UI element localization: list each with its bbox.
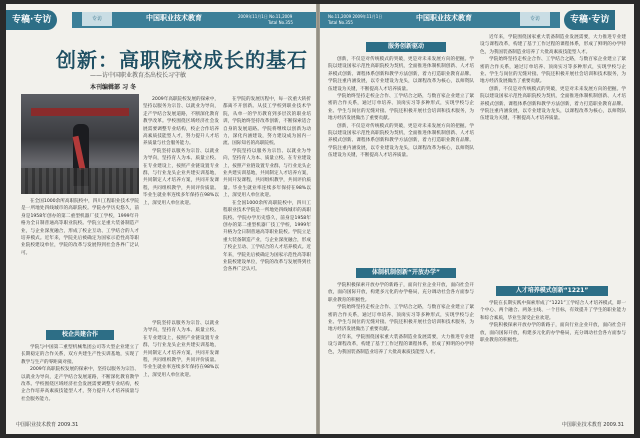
paragraph: 学院积极探索开放办学的新路子，面向行业企业开放，面向社会开放，面向国际开放，构建多元化的办学格局，充分调动社会各方面参与职业教育的积极性。	[328, 283, 474, 303]
magazine-name: 中国职业技术教育	[416, 14, 472, 22]
text-column	[143, 96, 219, 318]
photo-banner	[31, 108, 129, 116]
page-footer: 中国职业技术教育 2009.31	[561, 422, 624, 428]
paragraph: 创新，不仅是对传统模式的突破，更是对未来发展方向的把握。学院以建设国家示范性高职院校为契机，全面推进体制机制创新、人才培养模式创新、课程体系创新和教学方法创新，着力打造职业教育品牌。学院注重内涵发展，以专业建设为龙头，以课程改革为核心，以师资队伍建设为关键，不断提高人才培养质量。	[328, 57, 474, 92]
paragraph: 学院在长期实践中探索形成了“1221”工学结合人才培养模式，即一个中心、两个融合、两条主线、一个目标，有效提升了学生的职业能力和综合素质，毕业生深受企业欢迎。	[480, 301, 626, 321]
paragraph: 学院始终坚持走校企合作、工学结合之路，与数百家企业建立了紧密的合作关系，通过订单培养、顶岗实习等多种形式，实现学校与企业、学生与岗位的无缝对接。学院还积极开展社会培训和技术服务，为地方经济发展做出了重要贡献。	[328, 94, 474, 122]
paragraph: 创新，不仅是对传统模式的突破，更是对未来发展方向的把握。学院以建设国家示范性高职院校为契机，全面推进体制机制创新、人才培养模式创新、课程体系创新和教学方法创新，着力打造职业教育品牌。学院注重内涵发展，以专业建设为龙头，以课程改革为核心，以师资队伍建设为关键，不断提高人才培养质量。	[480, 86, 626, 122]
paragraph: 创新，不仅是对传统模式的突破，更是对未来发展方向的把握。学院以建设国家示范性高职院校为契机，全面推进体制机制创新、人才培养模式创新、课程体系创新和教学方法创新，着力打造职业教育品牌。学院注重内涵发展，以专业建设为龙头，以课程改革为核心，以师资队伍建设为关键，不断提高人才培养质量。	[328, 123, 474, 159]
section-heading: 体制机制创新“开放办学”	[356, 268, 456, 278]
section-heading: 服务创新驱动	[366, 42, 446, 52]
article-title: 创新：高职院校成长的基石	[56, 48, 308, 72]
paragraph: 学院坚持以服务为宗旨、以就业为导向，坚持育人为本、质量立校。在专业建设上，按照产业链设置专业群，与行业龙头企业共建实训基地，共同制定人才培养方案，共同开发课程，共同组织教学，共同评价质量。毕业生就业率连续多年保持在98%以上，深受用人单位欢迎。	[143, 148, 219, 206]
paragraph: 学院始终坚持走校企合作、工学结合之路，与数百家企业建立了紧密的合作关系，通过订单培养、顶岗实习等多种形式，实现学校与企业、学生与岗位的无缝对接。学院还积极开展社会培训和技术服务，为地方经济发展做出了重要贡献。	[328, 305, 474, 333]
left-page	[6, 4, 316, 434]
paragraph: 2009年高职院校发展的探索中，坚持以服务为宗旨、以就业为导向，走产学结合发展道路，不断深化教育教学改革。学校围绕区域经济社会发展需要调整专业结构，校企合作培养高素质技能型人才，努力提升人才培养质量与社会服务能力。	[143, 97, 219, 147]
paragraph: 学院与中国第二重型机械集团公司等大型企业建立了长期稳定的合作关系，双方共建生产性实训基地，实现了教学与生产的零距离对接。	[21, 345, 139, 365]
text-column	[21, 344, 139, 416]
magazine-name: 中国职业技术教育	[146, 14, 202, 22]
photo-crowd	[21, 168, 139, 194]
section-tag: 专稿·专访	[564, 10, 615, 30]
paragraph: 学院坚持以服务为宗旨、以就业为导向，坚持育人为本、质量立校。在专业建设上，按照产业链设置专业群，与行业龙头企业共建实训基地，共同制定人才培养方案，共同开发课程，共同组织教学，共同评价质量。毕业生就业率连续多年保持在98%以上，深受用人单位欢迎。	[223, 148, 311, 199]
issue-info: No.11,2009 2009年11月1日	[328, 14, 383, 19]
paragraph: 学院始终坚持走校企合作、工学结合之路，与数百家企业建立了紧密的合作关系，通过订单培养、顶岗实习等多种形式，实现学校与企业、学生与岗位的无缝对接。学院还积极开展社会培训和技术服务，为地方经济发展做出了重要贡献。	[480, 57, 626, 85]
issue-total: Total No.355	[268, 20, 293, 25]
section-tag: 专稿·专访	[6, 10, 57, 30]
paragraph: 在全国1000余所高职院校中，四川工程职业技术学院是一所地处四线城市的高职院校。学院办学历史悠久，前身是1958年创办的第二重型机器厂技工学校，1999年升格为全日制普通高等职业院校。学院立足重大装备制造产业，与企业深度融合，形成了校企互动、工学结合的人才培养模式。近年来，学院先后被确定为国家示范性高等职业院校建设单位，学院的改革与发展得到社会各界广泛认可。	[223, 200, 311, 273]
text-column	[328, 282, 474, 416]
text-column	[223, 96, 311, 414]
issue-info: 2009年11月1日 No.11,2009	[238, 14, 293, 19]
text-column	[480, 300, 626, 416]
issue-total: Total No.355	[328, 20, 353, 25]
section-heading: 人才培养模式创新“1221”	[496, 286, 608, 296]
paragraph: 在全国1000余所高职院校中，四川工程职业技术学院是一所地处四线城市的高职院校。学院办学历史悠久，前身是1958年创办的第二重型机器厂技工学校，1999年升格为全日制普通高等职业院校。学院立足重大装备制造产业，与企业深度融合，形成了校企互动、工学结合的人才培养模式。近年来，学院先后被确定为国家示范性高等职业院校建设单位，学院的改革与发展得到社会各界广泛认可。	[21, 199, 139, 256]
section-heading: 校企共建合作	[46, 330, 114, 340]
paragraph: 学院坚持以服务为宗旨、以就业为导向，坚持育人为本、质量立校。在专业建设上，按照产业链设置专业群，与行业龙头企业共建实训基地，共同制定人才培养方案，共同开发课程，共同组织教学，共同评价质量。毕业生就业率连续多年保持在98%以上，深受用人单位欢迎。	[143, 321, 219, 378]
article-author: 本刊编辑部 习 冬	[90, 84, 137, 91]
text-column	[480, 34, 626, 282]
paragraph: 2009年高职院校发展的探索中，坚持以服务为宗旨、以就业为导向，走产学结合发展道路，不断深化教育教学改革。学校围绕区域经济社会发展需要调整专业结构，校企合作培养高素质技能型人才，努力提升人才培养质量与社会服务能力。	[21, 367, 139, 402]
article-subtitle: ——访中国职业教育杰出校长习守敏	[90, 72, 187, 79]
paragraph: 在学院的发展历程中，每一次重大转折都离不开创新。从技工学校到职业技术学院，从单一的学历教育到多层次的职业培训，学院始终坚持改革创新，不断探索适合自身的发展道路。学院将继续以创新为动力，深化内涵建设，努力建设成为国内一流、国际知名的高职院校。	[223, 97, 311, 147]
paragraph: 学院积极探索开放办学的新路子，面向行业企业开放，面向社会开放，面向国际开放，构建多元化的办学格局，充分调动社会各方面参与职业教育的积极性。	[480, 323, 626, 344]
header-box: 专访	[82, 12, 112, 26]
article-photo	[21, 94, 139, 194]
text-column	[143, 320, 219, 416]
page-footer: 中国职业技术教育 2009.31	[16, 422, 79, 428]
header-box: 专访	[520, 12, 550, 26]
right-page	[320, 4, 634, 434]
paragraph: 近年来，学院围绕国家重大装备制造业发展需要，大力推进专业建设与课程改革，构建了基于工作过程的课程体系，形成了鲜明的办学特色，为我国装备制造业培养了大批高素质技能型人才。	[328, 334, 474, 355]
text-column	[21, 198, 139, 326]
text-column	[328, 56, 474, 264]
paragraph: 近年来，学院围绕国家重大装备制造业发展需要，大力推进专业建设与课程改革，构建了基于工作过程的课程体系，形成了鲜明的办学特色，为我国装备制造业培养了大批高素质技能型人才。	[480, 35, 626, 55]
